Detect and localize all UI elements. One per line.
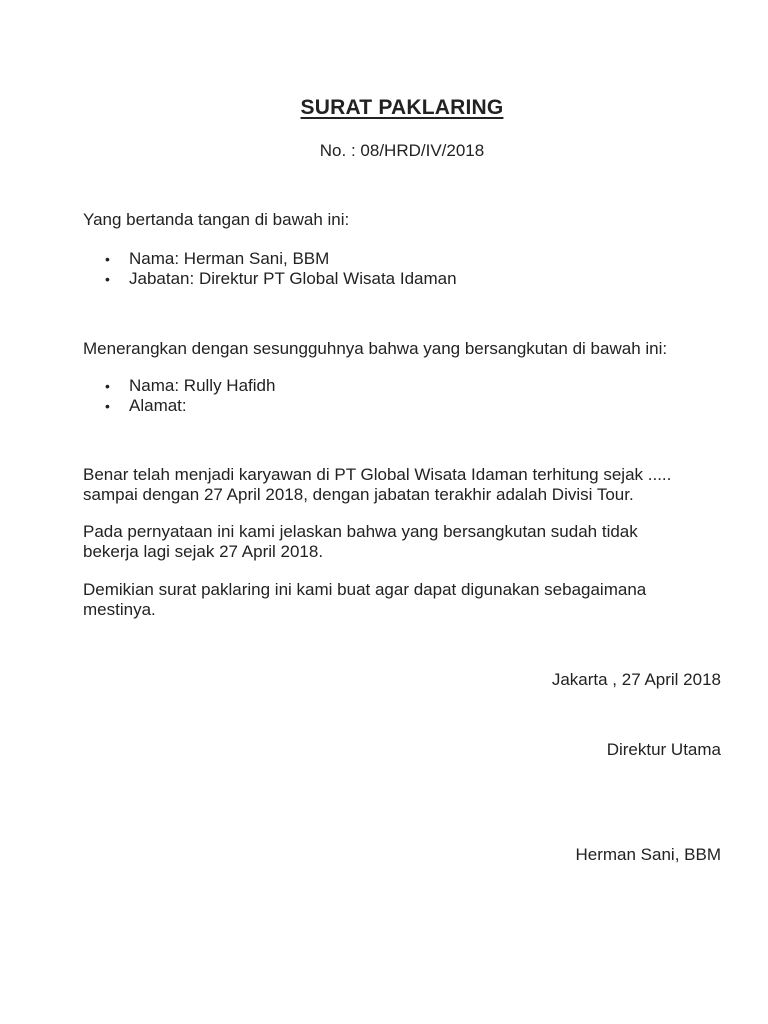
paragraph-line: bekerja lagi sejak 27 April 2018.: [83, 542, 324, 561]
termination-paragraph: [83, 522, 733, 562]
paragraph-line: Demikian surat paklaring ini kami buat agar dapat digunakan sebagaimana: [83, 580, 647, 599]
employee-name: Nama: Rully Hafidh: [129, 376, 276, 395]
intro-text: Yang bertanda tangan di bawah ini:: [83, 210, 350, 229]
statement-text: Menerangkan dengan sesungguhnya bahwa yang bersangkutan di bawah ini:: [83, 339, 668, 358]
bullet-icon: •: [105, 378, 110, 394]
paragraph-line: Benar telah menjadi karyawan di PT Global Wisata Idaman terhitung sejak .....: [83, 465, 672, 484]
signer-name: Nama: Herman Sani, BBM: [129, 249, 330, 268]
signer-position: Jabatan: Direktur PT Global Wisata Idaman: [129, 269, 457, 288]
letter-number: No. : 08/HRD/IV/2018: [319, 141, 485, 160]
employee-list: [83, 376, 723, 416]
paragraph-line: sampai dengan 27 April 2018, dengan jabatan terakhir adalah Divisi Tour.: [83, 485, 634, 504]
paragraph-line: mestinya.: [83, 600, 156, 619]
paragraph-line: Pada pernyataan ini kami jelaskan bahwa yang bersangkutan sudah tidak: [83, 522, 638, 541]
list-item: [83, 269, 723, 289]
list-item: [83, 396, 723, 416]
signer-signature-name: Herman Sani, BBM: [575, 845, 721, 864]
employment-paragraph: [83, 465, 733, 505]
closing-paragraph: [83, 580, 733, 620]
signer-list: [83, 249, 723, 289]
list-item: [83, 376, 723, 396]
list-item: [83, 249, 723, 269]
employee-address: Alamat:: [129, 396, 187, 415]
signer-title: Direktur Utama: [606, 740, 721, 759]
place-date: Jakarta , 27 April 2018: [551, 670, 721, 689]
bullet-icon: •: [105, 398, 110, 414]
bullet-icon: •: [105, 251, 110, 267]
bullet-icon: •: [105, 271, 110, 287]
letter-title: SURAT PAKLARING: [300, 96, 504, 119]
